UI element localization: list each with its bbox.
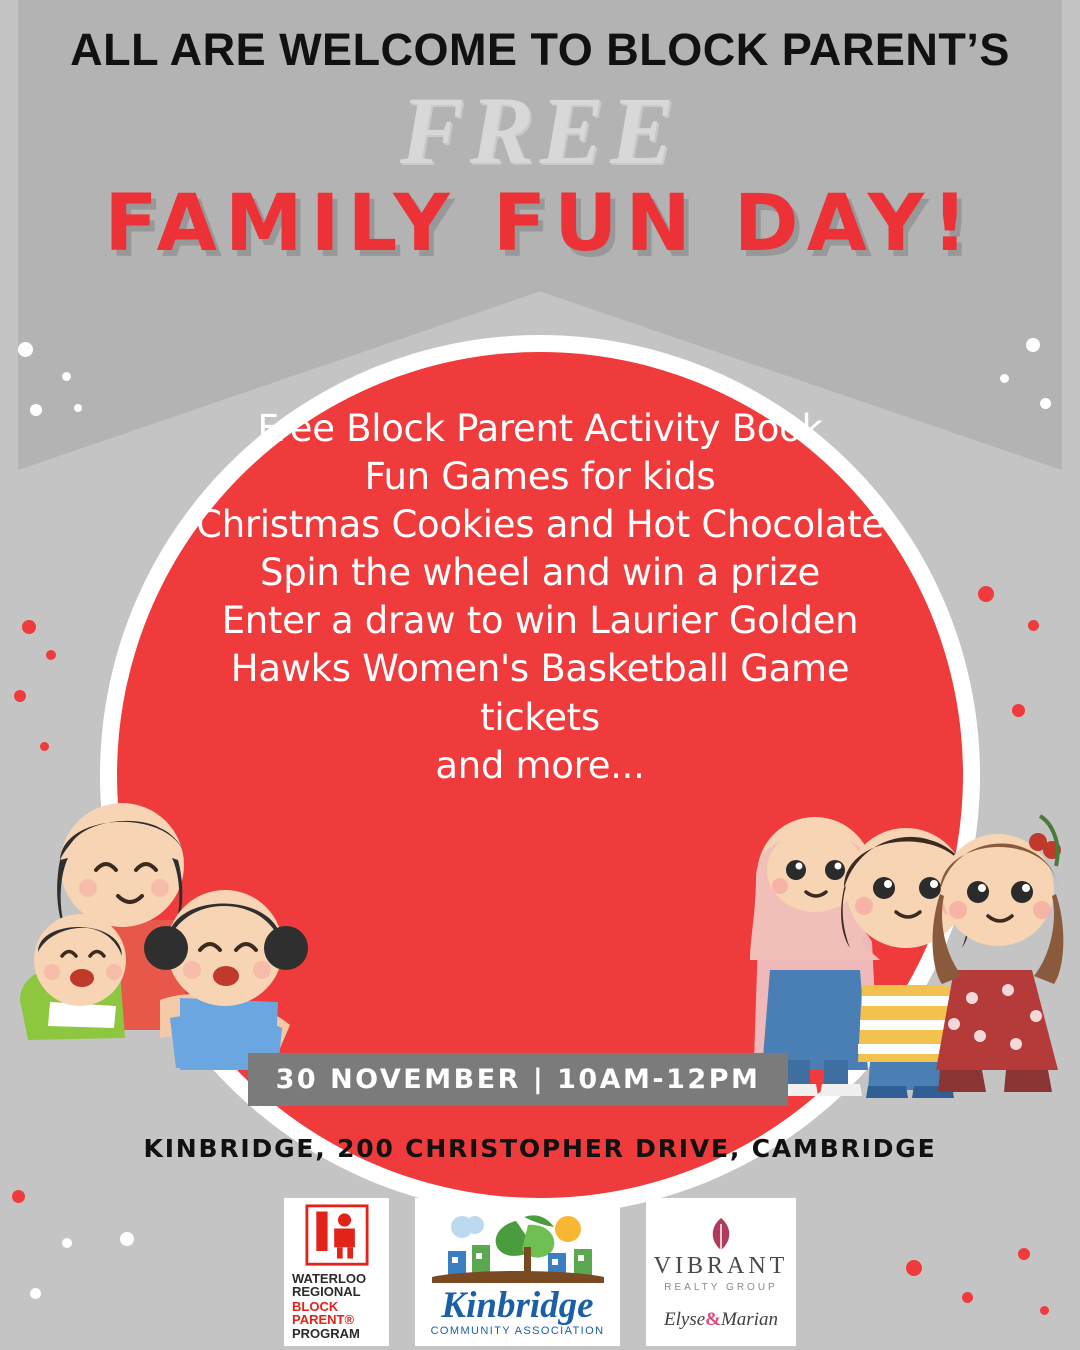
vibrant-leaf-icon [699, 1214, 743, 1254]
logo-vibrant [646, 1198, 796, 1346]
confetti-dot [18, 342, 33, 357]
headline-free: FREE [399, 77, 681, 185]
vibrant-ampersand: & [705, 1308, 721, 1330]
bp-line4: PROGRAM [292, 1326, 360, 1341]
confetti-dot [978, 586, 994, 602]
logo-row [0, 1198, 1080, 1346]
activity-item: and more... [435, 743, 645, 787]
address-text: KINBRIDGE, 200 CHRISTOPHER DRIVE, CAMBRIDGE [143, 1134, 937, 1163]
headline-line-1: ALL ARE WELCOME TO BLOCK PARENT’S [70, 24, 1010, 75]
confetti-dot [30, 404, 42, 416]
bp-line1: WATERLOO [292, 1270, 367, 1286]
activities-list [110, 405, 970, 790]
logo-kinbridge [415, 1198, 620, 1346]
activity-item: Christmas Cookies and Hot Chocolate [196, 503, 884, 547]
confetti-dot [46, 650, 56, 660]
confetti-dot [1012, 704, 1025, 717]
date-bar [248, 1053, 788, 1106]
vibrant-subtitle: REALTY GROUP [664, 1281, 778, 1293]
kids-illustration-right [740, 770, 1080, 1100]
confetti-dot [1028, 620, 1039, 631]
confetti-dot [14, 690, 26, 702]
vibrant-name: VIBRANT [653, 1252, 789, 1279]
block-parent-icon [301, 1204, 373, 1272]
activity-item: Enter a draw to win Laurier Golden [221, 599, 859, 643]
vibrant-agent-right: Marian [720, 1308, 778, 1330]
confetti-dot [1040, 398, 1051, 409]
confetti-dot [74, 404, 82, 412]
bp-line2: REGIONAL [292, 1283, 361, 1299]
activity-item: Spin the wheel and win a prize [260, 551, 820, 595]
vibrant-agents [664, 1309, 778, 1331]
kids-illustration-left [10, 770, 360, 1090]
confetti-dot [22, 620, 36, 634]
confetti-dot [40, 742, 49, 751]
activity-item: Fun Games for kids [364, 455, 716, 499]
vibrant-agent-left: Elyse [664, 1308, 706, 1330]
activity-item: Hawks Women's Basketball Game [230, 647, 850, 691]
activity-item: tickets [480, 695, 600, 739]
activity-item: Free Block Parent Activity Book [257, 407, 823, 450]
logo-block-parent [284, 1198, 389, 1346]
kinbridge-icon [428, 1207, 608, 1285]
confetti-dot [1000, 374, 1009, 383]
date-text: 30 NOVEMBER | 10AM-12PM [275, 1064, 761, 1095]
bp-line3: BLOCK PARENT® [292, 1298, 355, 1328]
headline-main: FAMILY FUN DAY! [104, 179, 976, 270]
headline-block [0, 0, 1080, 270]
confetti-dot [62, 372, 71, 381]
confetti-dot [1026, 338, 1040, 352]
kinbridge-name: Kinbridge [441, 1285, 594, 1326]
kinbridge-subtitle: COMMUNITY ASSOCIATION [430, 1325, 605, 1337]
